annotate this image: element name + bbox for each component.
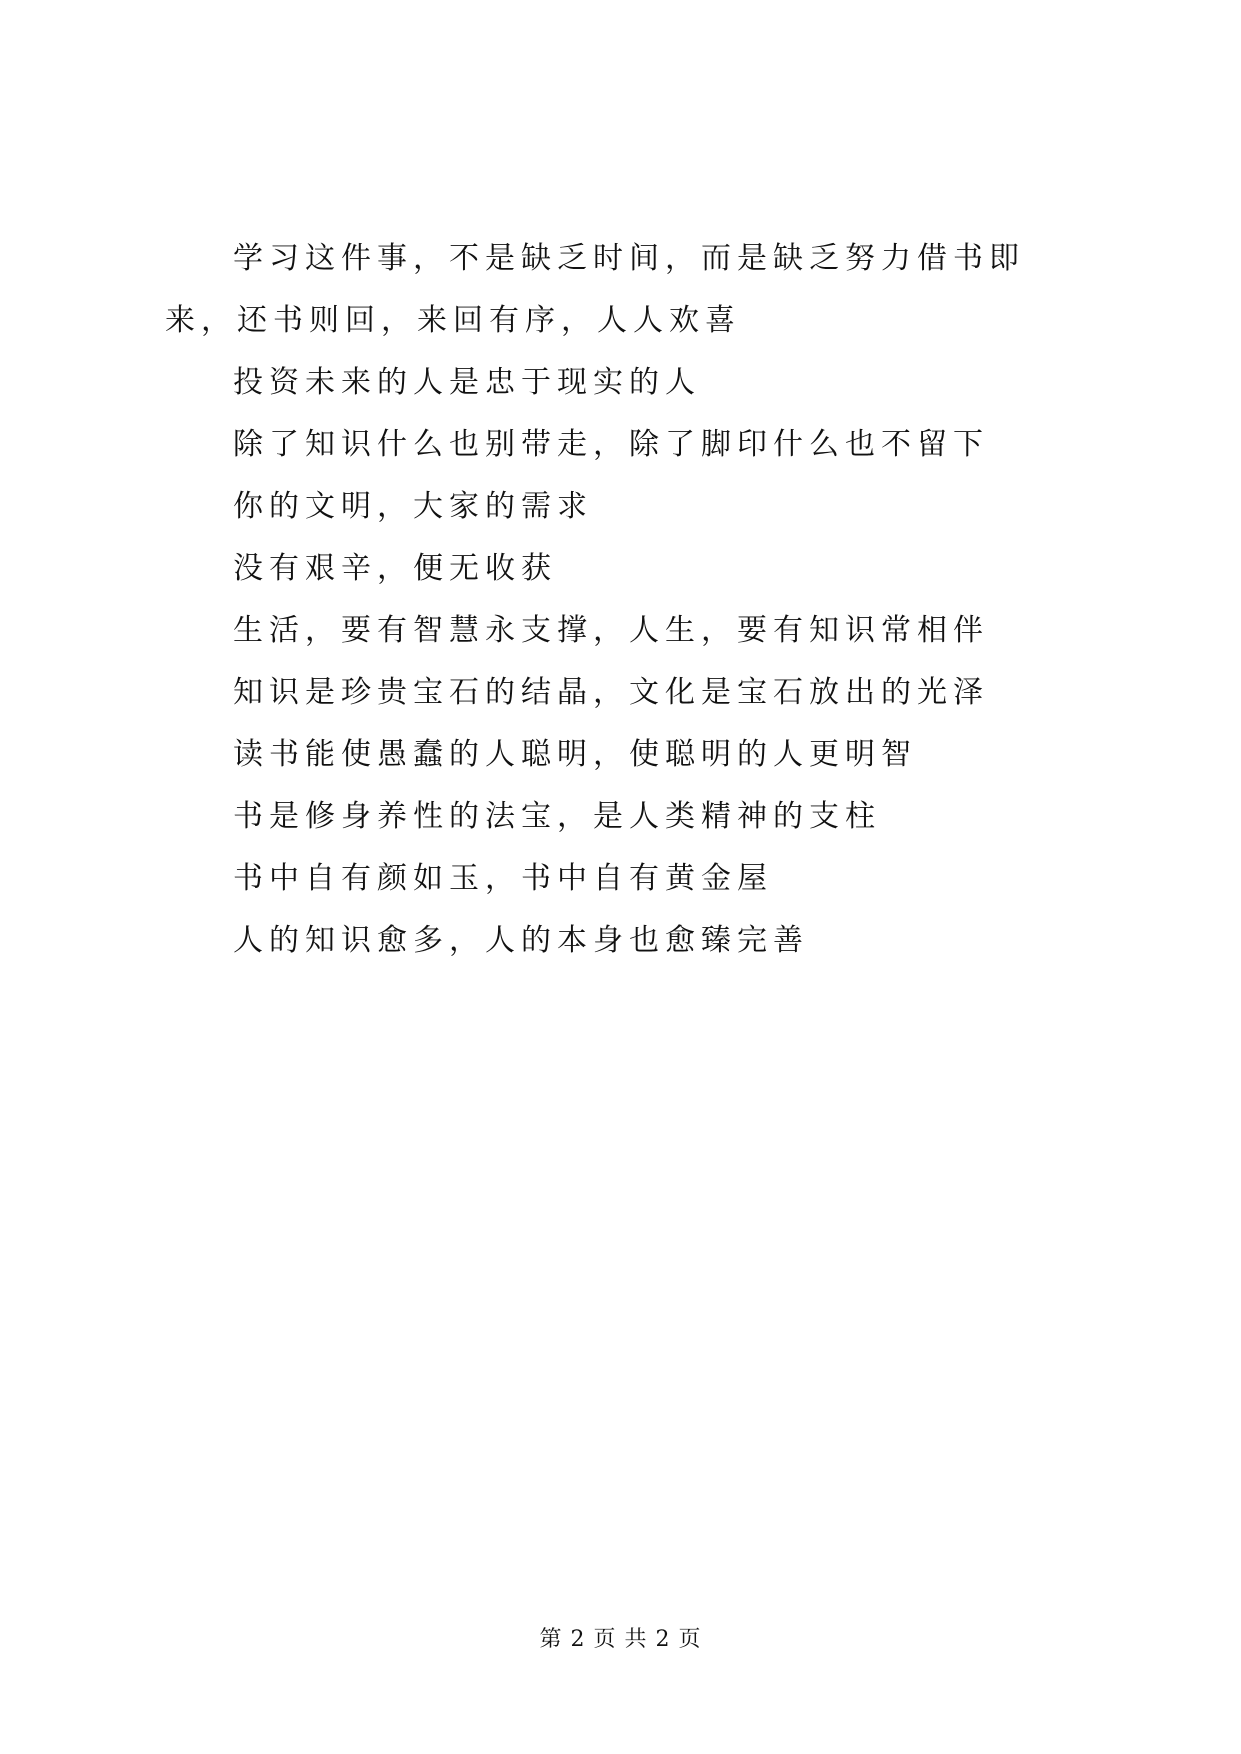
paragraph-9: 书是修身养性的法宝，是人类精神的支柱 <box>233 799 881 834</box>
page-number-footer: 第 2 页 共 2 页 <box>539 1627 702 1652</box>
paragraph-5: 没有艰辛，便无收获 <box>233 551 557 586</box>
paragraph-3: 除了知识什么也别带走，除了脚印什么也不留下 <box>233 427 989 462</box>
paragraph-1: 学习这件事，不是缺乏时间，而是缺乏努力借书即来，还书则回，来回有序，人人欢喜 <box>165 241 1025 338</box>
paragraph-10: 书中自有颜如玉，书中自有黄金屋 <box>233 861 773 896</box>
paragraph-4: 你的文明，大家的需求 <box>233 489 593 524</box>
paragraph-8: 读书能使愚蠢的人聪明，使聪明的人更明智 <box>233 737 917 772</box>
paragraph-6: 生活，要有智慧永支撑，人生，要有知识常相伴 <box>233 613 989 648</box>
paragraph-2: 投资未来的人是忠于现实的人 <box>233 365 701 400</box>
document-body <box>165 228 1090 972</box>
paragraph-7: 知识是珍贵宝石的结晶，文化是宝石放出的光泽 <box>233 675 989 710</box>
paragraph-11: 人的知识愈多，人的本身也愈臻完善 <box>233 923 809 958</box>
